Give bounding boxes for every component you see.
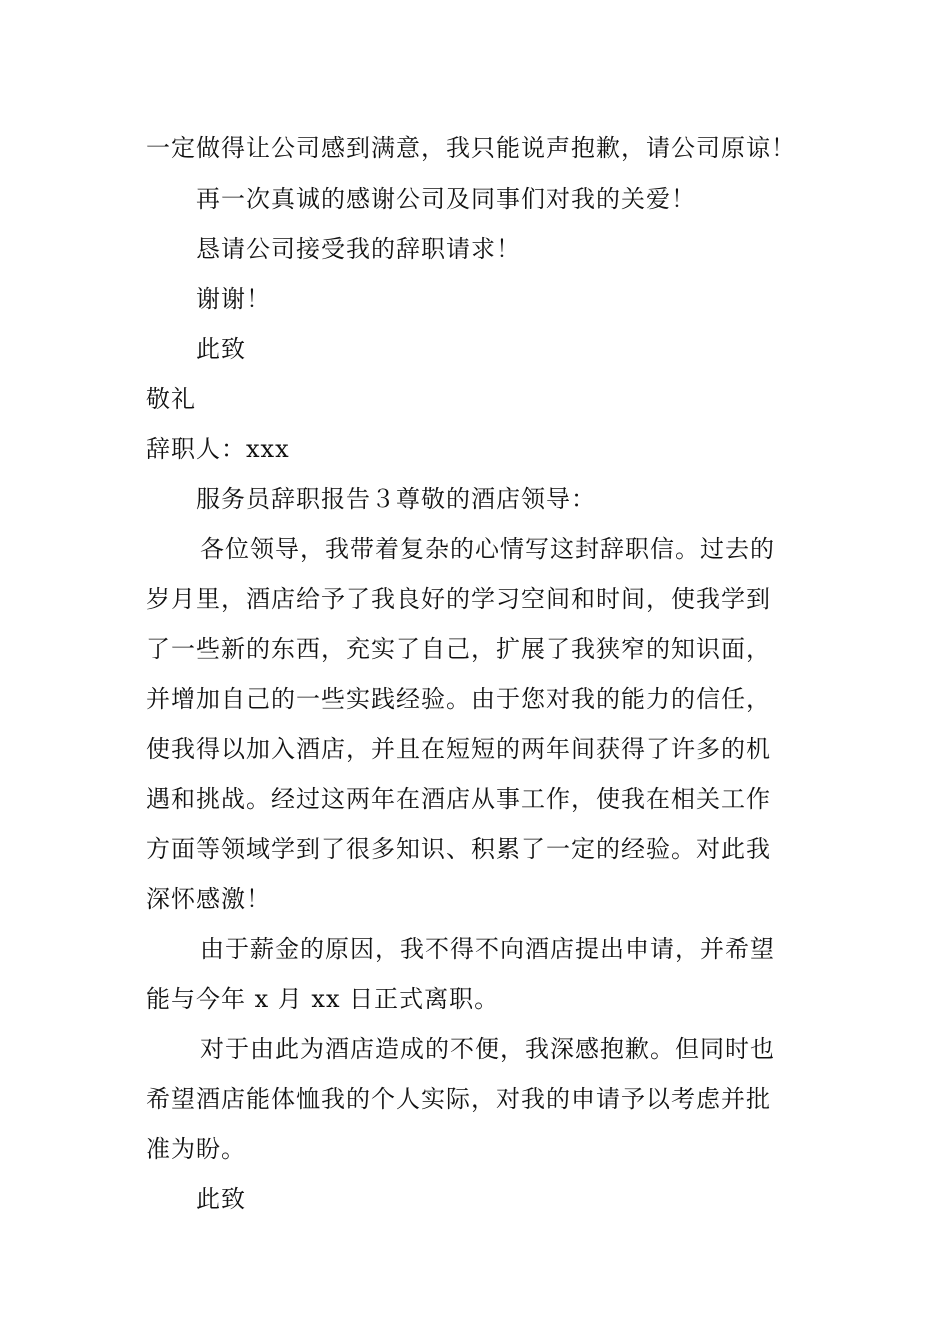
signature-line: 辞职人：xxx: [146, 435, 290, 463]
text-line: 对于由此为酒店造成的不便，我深感抱歉。但同时也: [200, 1035, 775, 1063]
text-line: 再一次真诚的感谢公司及同事们对我的关爱！: [196, 185, 696, 213]
text-line: 各位领导，我带着复杂的心情写这封辞职信。过去的: [200, 535, 775, 563]
text-line: 遇和挑战。经过这两年在酒店从事工作，使我在相关工作: [146, 785, 771, 813]
text-line: 由于薪金的原因，我不得不向酒店提出申请，并希望: [200, 935, 775, 963]
text-line: 岁月里，酒店给予了我良好的学习空间和时间，使我学到: [146, 585, 771, 613]
text-line: 使我得以加入酒店，并且在短短的两年间获得了许多的机: [146, 735, 771, 763]
text-line: 了一些新的东西，充实了自己，扩展了我狭窄的知识面，: [146, 635, 771, 663]
text-line: 希望酒店能体恤我的个人实际，对我的申请予以考虑并批: [146, 1085, 771, 1113]
text-line: 恳请公司接受我的辞职请求！: [196, 235, 521, 263]
text-line: 一定做得让公司感到满意，我只能说声抱歉，请公司原谅！: [146, 134, 796, 162]
text-line: 此致: [196, 1185, 246, 1213]
text-line: 深怀感激！: [146, 885, 271, 913]
text-line: 谢谢！: [196, 285, 271, 313]
text-line: 方面等领域学到了很多知识、积累了一定的经验。对此我: [146, 835, 771, 863]
text-line: 此致: [196, 335, 246, 363]
text-line: 并增加自己的一些实践经验。由于您对我的能力的信任，: [146, 685, 771, 713]
section-heading: 服务员辞职报告３尊敬的酒店领导：: [196, 485, 596, 513]
text-line: 准为盼。: [146, 1135, 246, 1163]
text-line: 能与今年 x 月 xx 日正式离职。: [146, 985, 500, 1013]
text-line: 敬礼: [146, 385, 196, 413]
